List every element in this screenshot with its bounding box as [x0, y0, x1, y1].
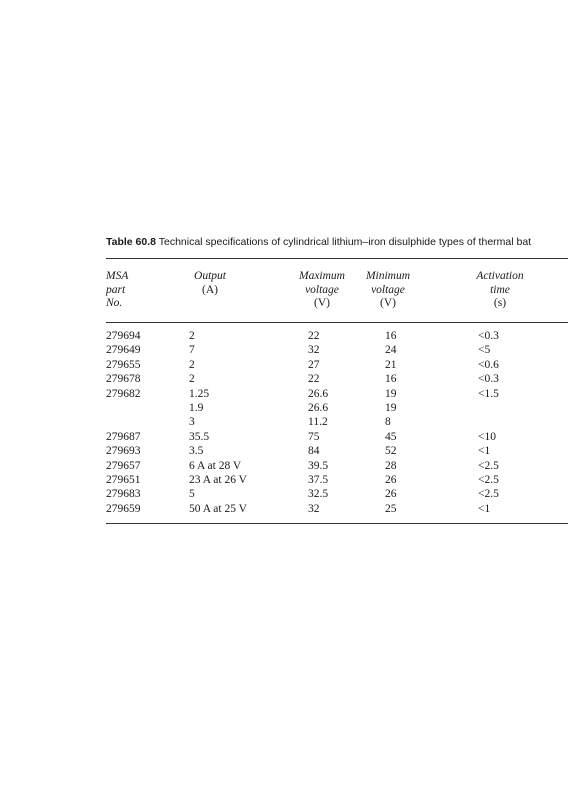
table-title: Technical specifications of cylindrical lithium–iron disulphide types of thermal bat — [158, 236, 532, 248]
cell-output: 2 — [189, 358, 195, 371]
cell-activation-time: <0.3 — [478, 373, 499, 386]
cell-activation-time: <0.3 — [478, 330, 499, 342]
cell-activation-time: <1.5 — [478, 387, 499, 400]
cell-activation-time: <10 — [478, 430, 496, 443]
cell-part: 279651 — [106, 473, 141, 486]
cell-output: 35.5 — [189, 430, 210, 443]
cell-activation-time: <2.5 — [478, 459, 499, 472]
table-row — [106, 459, 568, 473]
cell-min-voltage: 52 — [385, 445, 397, 458]
cell-part: 279655 — [106, 358, 141, 371]
cell-min-voltage: 26 — [385, 473, 397, 486]
cell-output: 5 — [189, 488, 195, 501]
cell-min-voltage: 19 — [385, 387, 397, 400]
table-bottom-rule — [106, 523, 568, 524]
table-row — [106, 444, 568, 458]
table-row — [106, 415, 568, 429]
cell-max-voltage: 39.5 — [308, 459, 329, 472]
cell-min-voltage: 25 — [385, 502, 397, 515]
table-number: Table 60.8 — [106, 236, 156, 248]
cell-activation-time: <2.5 — [478, 488, 499, 501]
header-activation-time: Activation time (s) — [476, 270, 524, 309]
cell-max-voltage: 32 — [308, 344, 320, 357]
cell-min-voltage: 21 — [385, 358, 397, 371]
cell-max-voltage: 37.5 — [308, 473, 329, 486]
cell-min-voltage: 16 — [385, 373, 397, 386]
header-msa-part-no: MSA part No. — [106, 270, 129, 309]
cell-output: 3.5 — [189, 445, 204, 458]
cell-max-voltage: 22 — [308, 373, 320, 386]
cell-min-voltage: 24 — [385, 344, 397, 357]
cell-output: 6 A at 28 V — [189, 459, 242, 472]
cell-part: 279678 — [106, 373, 141, 386]
table-caption — [106, 236, 568, 248]
cell-activation-time: <2.5 — [478, 473, 499, 486]
cell-part: 279649 — [106, 344, 141, 357]
cell-part: 279657 — [106, 459, 141, 472]
cell-max-voltage: 22 — [308, 330, 320, 342]
cell-output: 1.9 — [189, 401, 204, 414]
cell-min-voltage: 45 — [385, 430, 397, 443]
table-row — [106, 387, 568, 401]
cell-part: 279659 — [106, 502, 141, 515]
cell-max-voltage: 27 — [308, 358, 320, 371]
cell-part: 279694 — [106, 330, 141, 342]
cell-max-voltage: 26.6 — [308, 401, 329, 414]
cell-output: 23 A at 26 V — [189, 473, 247, 486]
table-header-rule — [106, 322, 568, 323]
cell-part: 279682 — [106, 387, 141, 400]
cell-max-voltage: 75 — [308, 430, 320, 443]
table-top-rule — [106, 258, 568, 259]
cell-part: 279683 — [106, 488, 141, 501]
cell-output: 3 — [189, 416, 195, 429]
cell-min-voltage: 26 — [385, 488, 397, 501]
cell-max-voltage: 32 — [308, 502, 320, 515]
cell-min-voltage: 28 — [385, 459, 397, 472]
cell-min-voltage: 16 — [385, 330, 397, 342]
table-row — [106, 372, 568, 386]
cell-max-voltage: 26.6 — [308, 387, 329, 400]
cell-output: 1.25 — [189, 387, 210, 400]
cell-output: 2 — [189, 373, 195, 386]
header-minimum-voltage: Minimum voltage (V) — [365, 270, 411, 309]
table-row — [106, 343, 568, 357]
cell-activation-time: <0.6 — [478, 358, 499, 371]
cell-activation-time: <5 — [478, 344, 491, 357]
table-row — [106, 502, 568, 516]
table-row — [106, 358, 568, 372]
table-row — [106, 401, 568, 415]
cell-output: 7 — [189, 344, 195, 357]
cell-min-voltage: 19 — [385, 401, 397, 414]
cell-max-voltage: 84 — [308, 445, 320, 458]
table-row — [106, 430, 568, 444]
table-row — [106, 473, 568, 487]
table-row — [106, 329, 568, 343]
cell-min-voltage: 8 — [385, 416, 391, 429]
cell-part: 279693 — [106, 445, 141, 458]
cell-max-voltage: 32.5 — [308, 488, 329, 501]
header-output: Output (A) — [194, 270, 226, 296]
cell-part: 279687 — [106, 430, 141, 443]
cell-max-voltage: 11.2 — [308, 416, 328, 429]
cell-output: 50 A at 25 V — [189, 502, 247, 515]
table-body — [106, 329, 568, 516]
cell-output: 2 — [189, 330, 195, 342]
cell-activation-time: <1 — [478, 445, 491, 458]
table-row — [106, 487, 568, 501]
cell-activation-time: <1 — [478, 502, 491, 515]
header-maximum-voltage: Maximum voltage (V) — [299, 270, 345, 309]
